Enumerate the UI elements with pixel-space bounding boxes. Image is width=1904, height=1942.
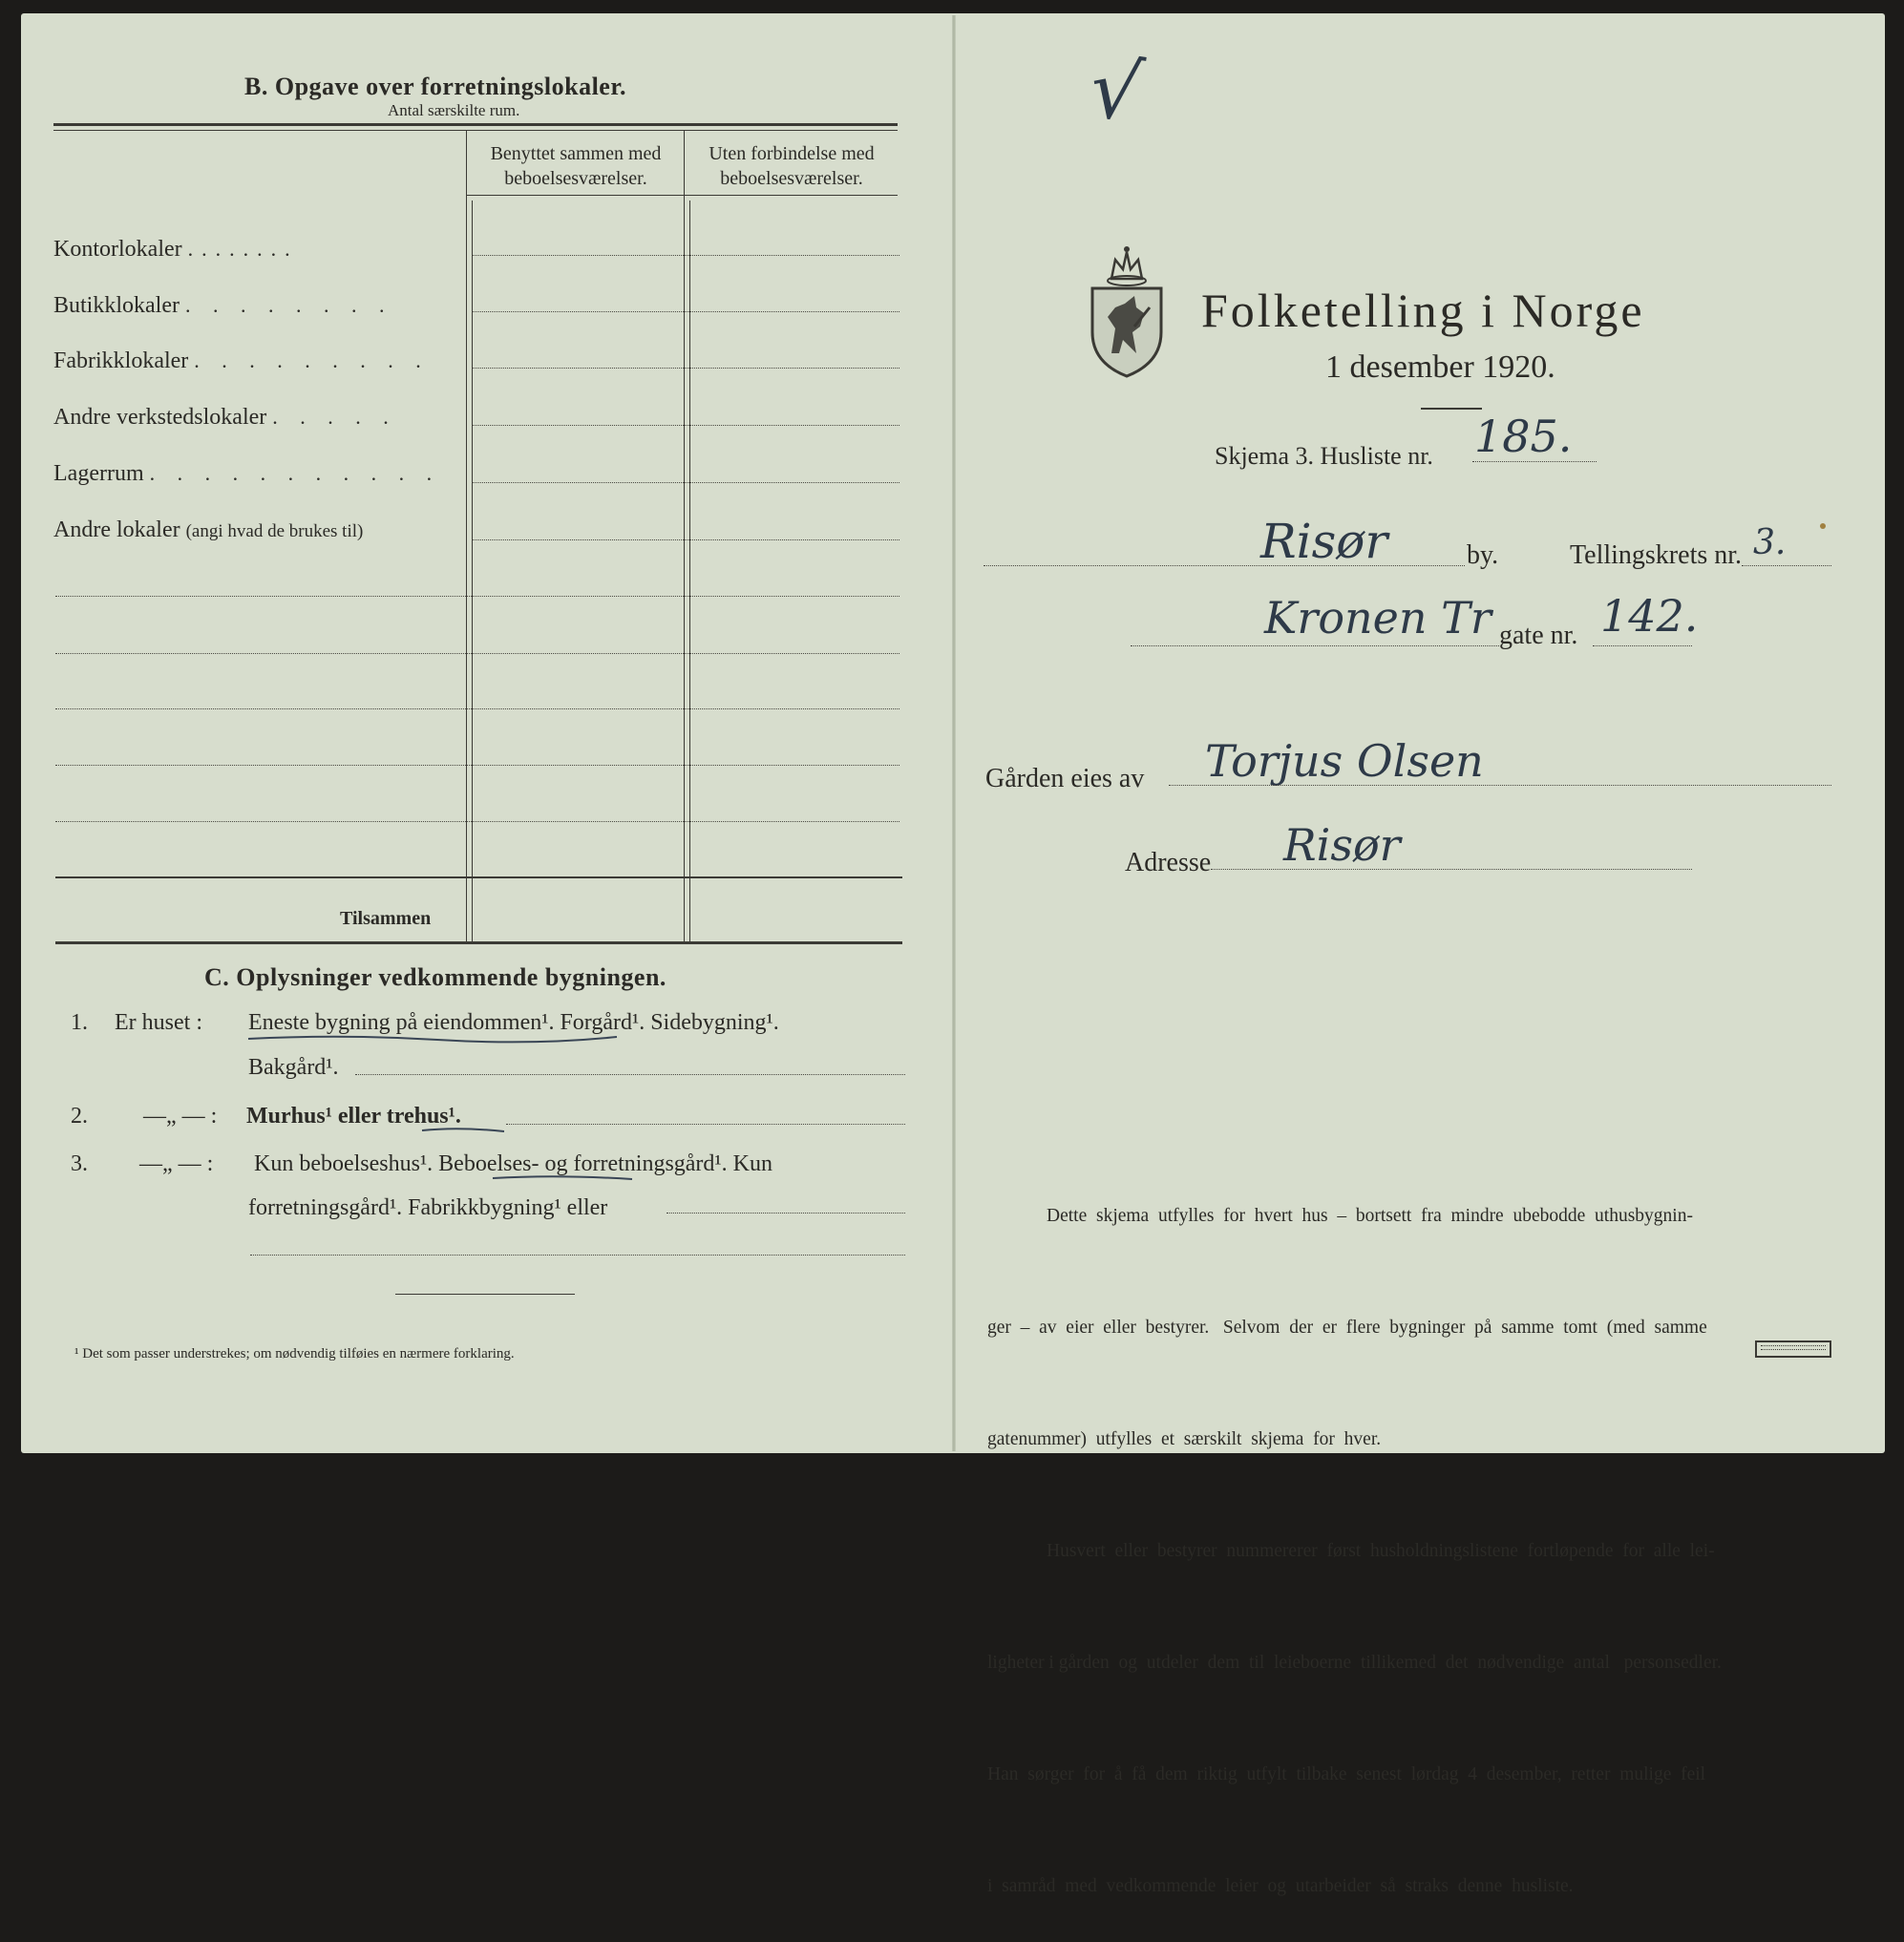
handwritten-underline-2 [420, 1125, 506, 1136]
cover-date: 1 desember 1920. [1325, 349, 1555, 385]
instruction-line-3: gatenummer) utfylles et særskilt skjema for hver. [987, 1429, 1382, 1449]
husliste-dots [1472, 461, 1597, 462]
by-value: Risør [1260, 514, 1388, 569]
address-label: Adresse [1125, 848, 1212, 877]
instructions [987, 1123, 1837, 1942]
gate-value: Kronen Tr [1264, 592, 1491, 644]
row-label-verksted: Andre verkstedslokaler . . . . . [53, 405, 397, 430]
footnote: ¹ Det som passer understrekes; om nødvendig tilføies en nærmere forklaring. [74, 1346, 515, 1362]
row-dots-8 [55, 653, 899, 654]
total-rule [55, 876, 902, 878]
section-b-subtitle: Antal særskilte rum. [388, 101, 520, 119]
owner-value: Torjus Olsen [1205, 735, 1484, 787]
item-3-dots [666, 1213, 905, 1214]
row-dots-10 [55, 765, 899, 766]
row-dots-3 [472, 368, 899, 369]
item-2-dots [506, 1124, 905, 1125]
item-1-options: Eneste bygning på eiendommen¹. Forgård¹. Sidebygning¹. [248, 1010, 779, 1035]
section-b-title: B. Opgave over forretningslokaler. [244, 73, 627, 100]
row-dots-1 [472, 255, 899, 256]
row-dots-7 [55, 596, 899, 597]
skjema-label: Skjema 3. Husliste nr. [1215, 442, 1433, 470]
item-2-prefix: —„ — : [143, 1104, 218, 1129]
gate-label: gate nr. [1499, 621, 1578, 650]
date-rule [1421, 408, 1482, 410]
krets-label: Tellingskrets nr. [1570, 540, 1743, 570]
section-c-title: C. Oplysninger vedkommende bygningen. [204, 963, 666, 991]
gate-dots [1131, 645, 1499, 646]
center-fold [952, 15, 956, 1451]
row-dots-4 [472, 425, 899, 426]
instruction-line-7: i samråd med vedkommende leier og utarbeider så straks denne husliste. [987, 1876, 1574, 1896]
col-header-shared: Benyttet sammen med beboelsesværelser. [490, 143, 662, 189]
address-value: Risør [1283, 819, 1401, 871]
row-label-butikk: Butikklokaler . . . . . . . . [53, 293, 393, 318]
row-dots-2 [472, 311, 899, 312]
item-3-prefix: —„ — : [139, 1151, 214, 1176]
instruction-line-1: Dette skjema utfylles for hvert hus – bortsett fra mindre ubebodde uthusbygnin- [1047, 1206, 1693, 1226]
row-label-fabrikk: Fabrikklokaler . . . . . . . . . [53, 348, 430, 373]
item-1-number: 1. [71, 1010, 88, 1035]
row-label-andre: Andre lokaler (angi hvad de brukes til) [53, 517, 364, 542]
table-top-rule-2 [53, 130, 898, 131]
krets-dots [1742, 565, 1831, 566]
item-3-options: Kun beboelseshus¹. Beboelses- og forretningsgård¹. Kun [254, 1151, 772, 1176]
item-3-line2: forretningsgård¹. Fabrikkbygning¹ eller [248, 1195, 608, 1220]
instruction-line-6: Han sørger for å få dem riktig utfylt tilbake senest lørdag 4 desember, retter mulige feil [987, 1764, 1706, 1784]
item-1-dots [355, 1074, 905, 1075]
item-3-dots-2 [250, 1255, 905, 1256]
cover-title: Folketelling i Norge [1201, 284, 1645, 337]
gate-nr-dots [1593, 645, 1692, 646]
col-header-separate: Uten forbindelse med beboelsesværelser. [709, 143, 875, 189]
item-2-number: 2. [71, 1104, 88, 1129]
handwritten-underline-1 [246, 1031, 619, 1045]
owner-dots [1169, 785, 1831, 786]
section-c-end-rule [395, 1294, 575, 1295]
check-mark: √ [1084, 40, 1149, 141]
instruction-line-5: ligheter i gården og utdeler dem til leieboerne tillikemed det nødvendige antal personsedler. [987, 1653, 1722, 1673]
row-dots-5 [472, 482, 899, 483]
owner-label: Gården eies av [985, 764, 1145, 793]
total-label: Tilsammen [340, 908, 432, 929]
krets-value: 3. [1753, 523, 1787, 562]
handwritten-underline-3 [491, 1172, 634, 1184]
ink-spot [1820, 523, 1826, 529]
row-dots-6 [472, 539, 899, 540]
row-dots-11 [55, 821, 899, 822]
address-dots [1211, 869, 1692, 870]
item-3-number: 3. [71, 1151, 88, 1176]
item-1-prefix: Er huset : [115, 1010, 202, 1035]
item-1-line2: Bakgård¹. [248, 1055, 339, 1080]
by-dots [984, 565, 1465, 566]
row-label-kontor: Kontorlokaler ........ [53, 237, 299, 262]
by-label: by. [1467, 540, 1499, 570]
instruction-line-4: Husvert eller bestyrer nummererer først husholdningslistene fortløpende for alle lei- [1047, 1541, 1715, 1561]
instruction-line-2: ger – av eier eller bestyrer. Selvom der er flere bygninger på samme tomt (med samme [987, 1318, 1707, 1338]
husliste-number: 185. [1474, 411, 1573, 462]
table-bottom-rule [55, 941, 902, 944]
table-top-rule [53, 123, 898, 126]
row-label-lager: Lagerrum . . . . . . . . . . . [53, 461, 441, 486]
header-rule [466, 195, 898, 196]
row-dots-9 [55, 708, 899, 709]
coat-of-arms-icon [1087, 241, 1167, 380]
gate-number: 142. [1600, 590, 1699, 642]
item-2-options: Murhus¹ eller trehus¹. [246, 1104, 461, 1129]
printer-stamp-icon [1755, 1340, 1831, 1358]
